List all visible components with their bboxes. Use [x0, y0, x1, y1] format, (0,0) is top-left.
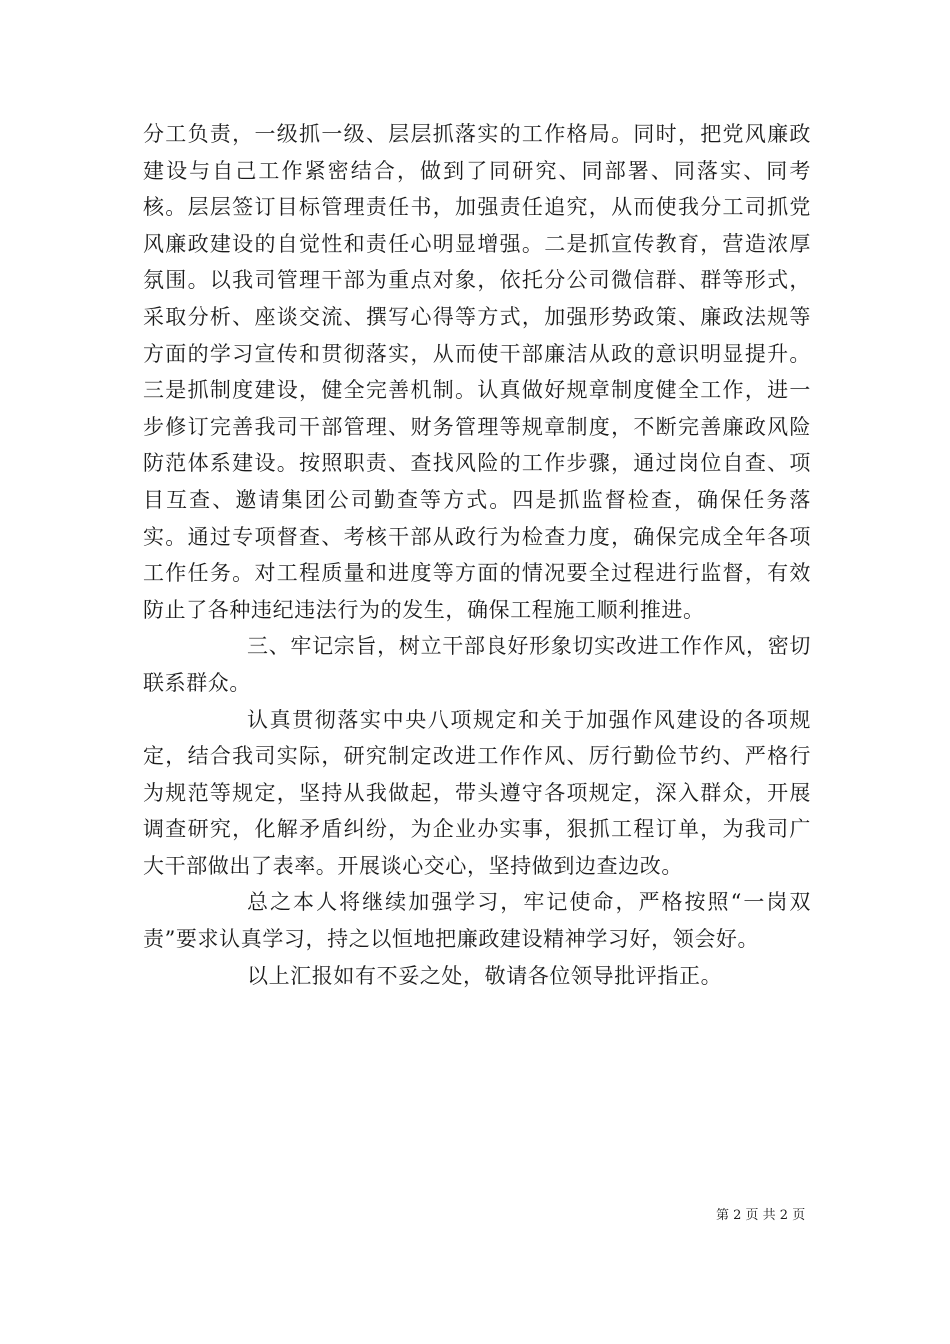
section-heading-three: 三、牢记宗旨，树立干部良好形象切实改进工作作风，密切联系群众。 — [143, 634, 811, 695]
body-paragraph: 认真贯彻落实中央八项规定和关于加强作风建设的各项规定，结合我司实际，研究制定改进工作作风、厉行勤俭节约、严格行为规范等规定，坚持从我做起，带头遵守各项规定，深入群众，开展调查研究，化解矛盾纠纷，为企业办实事，狠抓工程订单，为我司广大干部做出了表率。开展谈心交心，坚持做到边查边改。 — [143, 707, 811, 878]
closing-paragraph: 以上汇报如有不妥之处，敬请各位领导批评指正。 — [247, 963, 723, 988]
page-number-footer: 第 2 页 共 2 页 — [716, 1208, 806, 1223]
summary-paragraph: 总之本人将继续加强学习，牢记使命，严格按照“一岗双责”要求认真学习，持之以恒地把廉政建设精神学习好，领会好。 — [143, 890, 811, 952]
document-body — [143, 116, 811, 994]
body-paragraph-continued: 分工负责，一级抓一级、层层抓落实的工作格局。同时，把党风廉政建设与自己工作紧密结合，做到了同研究、同部署、同落实、同考核。层层签订目标管理责任书，加强责任追究，从而使我分工司抓党风廉政建设的自觉性和责任心明显增强。二是抓宣传教育，营造浓厚氛围。以我司管理干部为重点对象，依托分公司微信群、群等形式，采取分析、座谈交流、撰写心得等方式，加强形势政策、廉政法规等方面的学习宣传和贯彻落实，从而使干部廉洁从政的意识明显提升。三是抓制度建设，健全完善机制。认真做好规章制度健全工作，进一步修订完善我司干部管理、财务管理等规章制度，不断完善廉政风险防范体系建设。按照职责、查找风险的工作步骤，通过岗位自查、项目互查、邀请集团公司勤查等方式。四是抓监督检查，确保任务落实。通过专项督查、考核干部从政行为检查力度，确保完成全年各项工作任务。对工程质量和进度等方面的情况要全过程进行监督，有效防止了各种违纪违法行为的发生，确保工程施工顺利推进。 — [143, 122, 811, 622]
